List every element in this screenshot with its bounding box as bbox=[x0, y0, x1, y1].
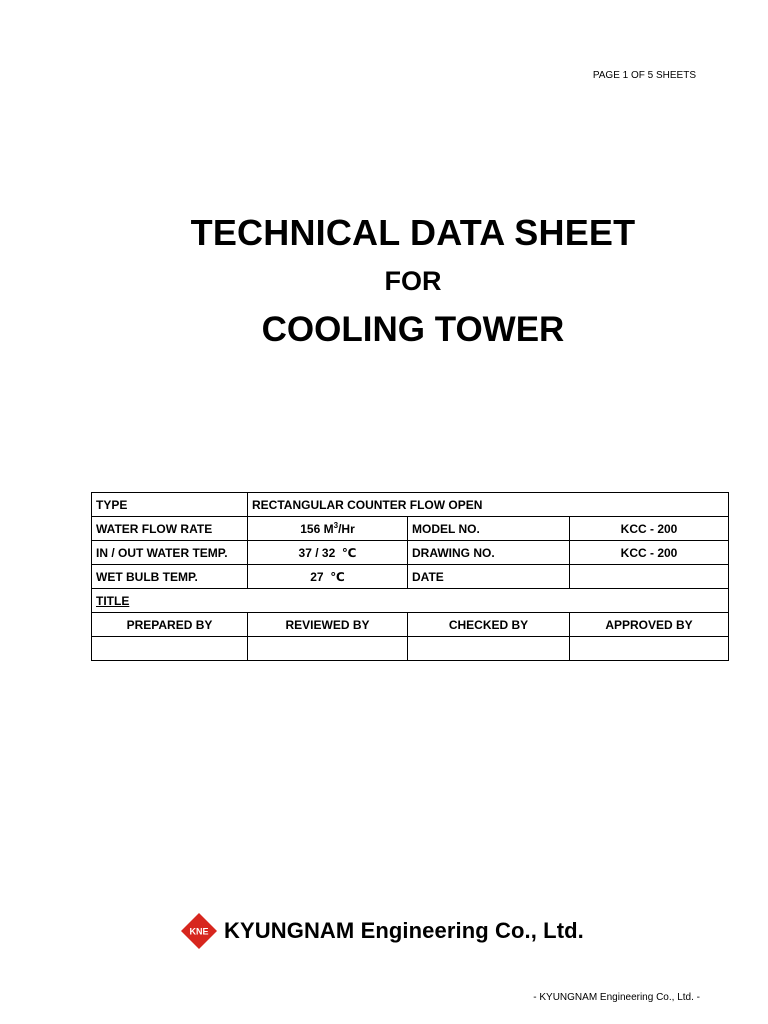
flow-rate-unit: /Hr bbox=[338, 522, 355, 536]
company-name: KYUNGNAM Engineering Co., Ltd. bbox=[224, 918, 584, 943]
type-label: TYPE bbox=[92, 493, 248, 517]
approved-by-signature bbox=[570, 637, 729, 661]
table-row-type bbox=[92, 493, 729, 517]
reviewed-by-signature bbox=[248, 637, 408, 661]
page-indicator: PAGE 1 OF 5 SHEETS bbox=[592, 70, 696, 81]
title-label: TITLE bbox=[96, 593, 130, 608]
company-logo-text: KNE bbox=[189, 926, 209, 937]
document-title: TECHNICAL DATA SHEET bbox=[190, 212, 636, 253]
flow-rate-value bbox=[248, 517, 408, 541]
flow-rate-label: WATER FLOW RATE bbox=[92, 517, 248, 541]
table-row-signatures bbox=[92, 637, 729, 661]
data-sheet-table bbox=[91, 492, 729, 661]
type-value: RECTANGULAR COUNTER FLOW OPEN bbox=[248, 493, 729, 517]
model-no-label: MODEL NO. bbox=[408, 517, 570, 541]
date-value bbox=[570, 565, 729, 589]
checked-by-label: CHECKED BY bbox=[408, 613, 570, 637]
table-row-wetbulb bbox=[92, 565, 729, 589]
water-temp-label: IN / OUT WATER TEMP. bbox=[92, 541, 248, 565]
table-row-signoff-headers bbox=[92, 613, 729, 637]
document-title-for: FOR bbox=[384, 266, 442, 296]
water-temp-value: 37 / 32 ℃ bbox=[248, 541, 408, 565]
table-row-title bbox=[92, 589, 729, 613]
wet-bulb-label: WET BULB TEMP. bbox=[92, 565, 248, 589]
document-subject: COOLING TOWER bbox=[261, 310, 565, 349]
drawing-no-label: DRAWING NO. bbox=[408, 541, 570, 565]
company-logo-icon bbox=[180, 912, 218, 950]
date-label: DATE bbox=[408, 565, 570, 589]
footer-text: - KYUNGNAM Engineering Co., Ltd. - bbox=[533, 992, 700, 1003]
table-row-flow bbox=[92, 517, 729, 541]
table-row-temp bbox=[92, 541, 729, 565]
reviewed-by-label: REVIEWED BY bbox=[248, 613, 408, 637]
model-no-value: KCC - 200 bbox=[570, 517, 729, 541]
approved-by-label: APPROVED BY bbox=[570, 613, 729, 637]
company-brand bbox=[180, 912, 584, 950]
prepared-by-label: PREPARED BY bbox=[92, 613, 248, 637]
title-cell bbox=[92, 589, 729, 613]
checked-by-signature bbox=[408, 637, 570, 661]
prepared-by-signature bbox=[92, 637, 248, 661]
flow-rate-superscript: 3 bbox=[333, 521, 339, 530]
flow-rate-number: 156 M bbox=[300, 522, 334, 536]
drawing-no-value: KCC - 200 bbox=[570, 541, 729, 565]
wet-bulb-value: 27 ℃ bbox=[248, 565, 408, 589]
